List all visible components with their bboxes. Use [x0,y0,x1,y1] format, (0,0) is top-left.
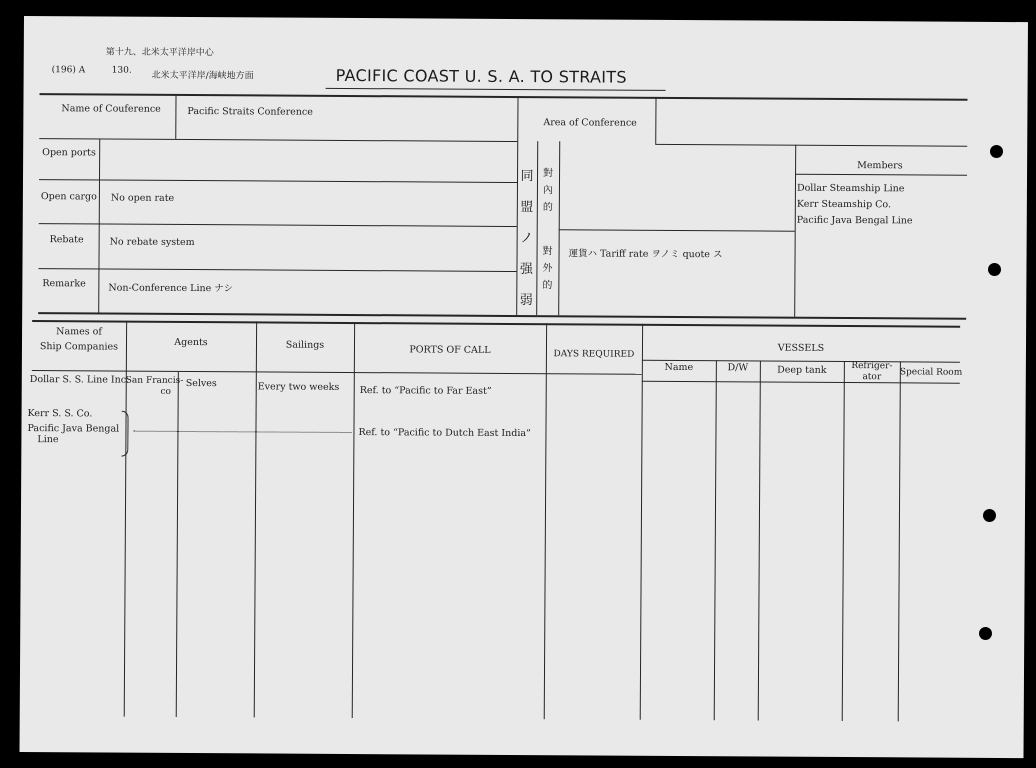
remarks-label: Remarke [42,278,86,290]
col-line [655,98,657,144]
members-label: Members [857,160,903,172]
header-vessels: VESSELS [777,342,825,354]
internal-char: 的 [542,202,553,214]
punch-hole [979,627,992,640]
external-char: 外 [542,263,553,275]
row1-agent: Selves [185,377,217,390]
internal-label [540,165,556,216]
row1-agent-place [126,376,182,398]
header-refrigerator [844,361,900,383]
rule-top [40,93,968,101]
row1-agent-place-line1: San Francis- [125,375,184,386]
rule [38,268,516,272]
header-days: DAYS REQUIRED [553,349,635,360]
header-deep-tank: Deep tank [777,364,827,376]
header-refrigerator-line2: ator [862,372,882,383]
form-number: (196) A [51,65,86,76]
header-name: Name [664,361,694,374]
header-agents: Agents [174,336,208,349]
rebate-value: No rebate system [109,236,195,249]
row2-companies [27,408,119,446]
row1-agent-place-line2: co [160,386,171,397]
col-line [544,323,548,719]
series-heading: 第十九、北米太平洋岸中心 [105,47,214,59]
strength-char: ノ [520,231,534,247]
page-number: 130. [111,65,132,76]
open-cargo-label: Open cargo [40,191,97,203]
punch-hole [990,145,1003,158]
header-ports: PORTS OF CALL [409,344,491,356]
strength-char: 盟 [520,200,534,216]
external-value: 運貨ハ Tariff rate ヲノミ quote ス [568,248,723,261]
header-companies-line2: Ship Companies [39,341,119,353]
rule [39,223,517,227]
col-line [640,324,644,720]
strength-label [516,161,537,316]
rule [39,138,517,142]
header-companies [32,324,126,355]
strength-char: 强 [519,262,534,278]
rule [559,229,795,232]
col-line [175,95,177,139]
rule [655,144,967,147]
col-line [842,361,845,721]
open-ports-label: Open ports [42,147,96,159]
row1-company: Dollar S. S. Line Inc. [29,374,130,386]
rebate-label: Rebate [49,234,84,246]
rule-table-top [32,320,960,328]
header-dw: D/W [727,362,749,374]
col-line [794,145,796,317]
col-line [558,141,560,315]
punch-hole [988,263,1001,276]
external-char: 的 [542,280,553,292]
document-page [20,16,1028,758]
col-line [898,361,901,721]
title-underline [326,88,666,91]
header-special-room: Special Room [899,367,963,378]
rule [39,179,517,183]
col-line [758,361,761,721]
conference-name-value: Pacific Straits Conference [187,106,313,118]
row2-company: Kerr S. S. Co. [27,408,93,420]
external-label [539,243,555,294]
header-sailings: Sailings [285,339,325,351]
member-item: Dollar Steamship Line [796,182,905,195]
external-char: 對 [542,246,553,258]
col-line [176,372,179,717]
brace [121,411,128,457]
col-line [98,138,100,312]
row1-ports: Ref. to “Pacific to Far East” [359,385,492,397]
open-cargo-value: No open rate [110,192,175,204]
page-title: PACIFIC COAST U. S. A. TO STRAITS [335,65,627,87]
rule-mid [38,312,966,320]
row2-company-cont: Line [37,434,59,446]
strength-char: 弱 [519,293,533,309]
header-refrigerator-line1: Refriger- [851,361,893,372]
dotted-leader [133,431,351,433]
internal-char: 對 [543,168,554,180]
row1-sailings: Every two weeks [257,381,340,393]
remarks-value: Non-Conference Line ナシ [108,282,234,295]
strength-char: 同 [520,169,534,185]
col-line [714,360,717,720]
row2-company: Pacific Java Bengal [27,422,120,435]
route-japanese: 北米太平洋岸/海峡地方面 [151,70,254,82]
area-label: Area of Conference [543,117,637,129]
col-line [352,322,356,718]
header-companies-line1: Names of [56,326,102,338]
member-item: Kerr Steamship Co. [796,198,892,211]
rule [642,381,960,384]
punch-hole [983,509,996,522]
row2-ports: Ref. to “Pacific to Dutch East India” [358,427,531,440]
rule [795,174,967,176]
conference-name-label: Name of Couference [61,103,161,115]
member-item: Pacific Java Bengal Line [796,214,913,227]
internal-char: 內 [542,185,553,197]
